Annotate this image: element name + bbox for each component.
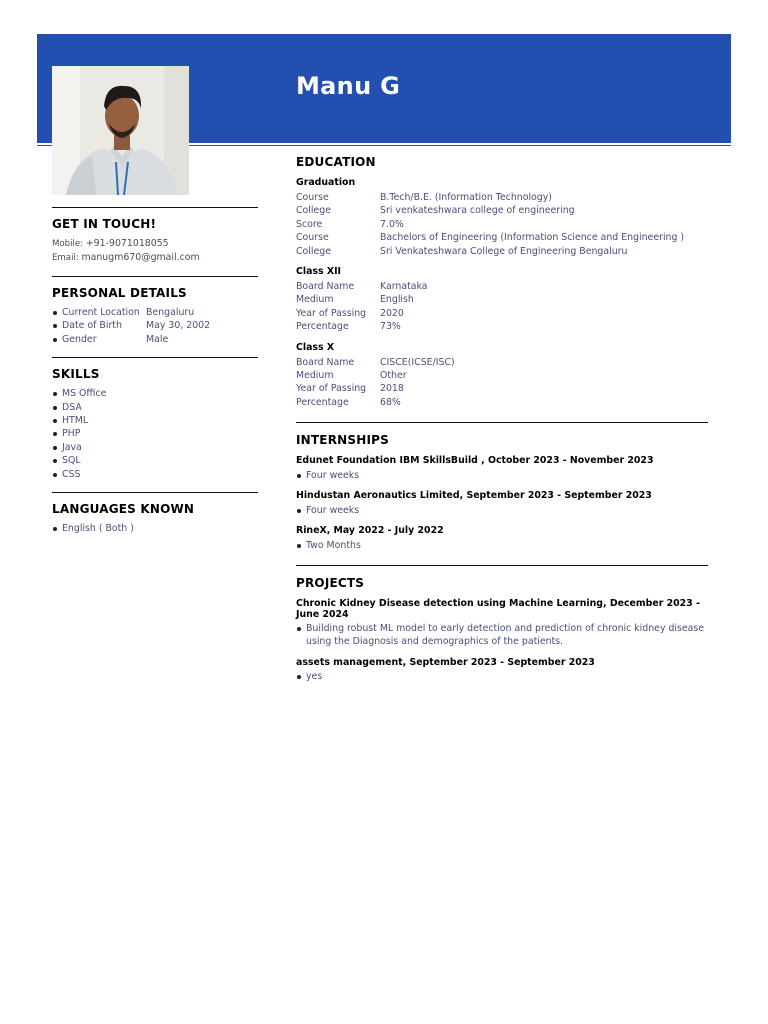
project-desc: Building robust ML model to early detection and prediction of chronic kidney disease using the Diagnosis and demographics of the patients. — [296, 622, 708, 649]
internship-title: Edunet Foundation IBM SkillsBuild , October 2023 - November 2023 — [296, 455, 654, 467]
education-value: 7.0% — [380, 218, 404, 230]
education-row — [296, 218, 708, 231]
education-row — [296, 231, 708, 244]
email-label: Email: — [52, 253, 79, 263]
internship-desc: Four weeks — [296, 469, 708, 482]
education-key: Medium — [296, 370, 334, 382]
education-group-heading: Class X — [296, 341, 335, 353]
languages-heading: LANGUAGES KNOWN — [52, 502, 195, 517]
education-row — [296, 382, 708, 395]
mobile-label: Mobile: — [52, 239, 84, 249]
internship-title: RineX, May 2022 - July 2022 — [296, 525, 444, 537]
education-class-x — [296, 342, 708, 410]
education-row — [296, 396, 708, 409]
education-key: Board Name — [296, 356, 355, 368]
email-value[interactable]: manugm670@gmail.com — [81, 252, 200, 263]
internship-title: Hindustan Aeronautics Limited, September 2023 - September 2023 — [296, 490, 652, 502]
education-row — [296, 245, 708, 258]
contact-section — [52, 207, 258, 265]
right-column — [296, 155, 708, 684]
detail-label: Current Location — [62, 307, 140, 318]
education-graduation — [296, 177, 708, 258]
education-key: Board Name — [296, 281, 355, 293]
internships-section — [296, 422, 708, 552]
personal-detail-item — [52, 306, 258, 319]
education-value: Bachelors of Engineering (Information Science and Engineering ) — [380, 232, 685, 244]
skills-heading: SKILLS — [52, 367, 100, 382]
profile-photo-illustration — [52, 66, 189, 195]
languages-list — [52, 522, 258, 535]
education-value: 2020 — [380, 307, 404, 319]
education-class-xii — [296, 266, 708, 334]
education-key: College — [296, 205, 331, 217]
left-column — [52, 207, 258, 546]
education-value: Other — [380, 370, 407, 382]
education-value: B.Tech/B.E. (Information Technology) — [380, 192, 552, 203]
personal-detail-item — [52, 319, 258, 332]
education-value: 73% — [380, 321, 401, 333]
education-value: Sri Venkateshwara College of Engineering Bengaluru — [380, 245, 628, 257]
detail-value: Bengaluru — [146, 307, 195, 318]
education-key: Medium — [296, 294, 334, 306]
internships-heading: INTERNSHIPS — [296, 433, 389, 448]
project-desc: yes — [296, 670, 708, 683]
skills-list — [52, 387, 258, 481]
skill-item: Java — [52, 441, 258, 454]
education-row — [296, 320, 708, 333]
personal-details-section — [52, 276, 258, 346]
education-row — [296, 191, 708, 204]
education-row — [296, 204, 708, 217]
education-value: CISCE(ICSE/ISC) — [380, 356, 455, 368]
education-value: 2018 — [380, 383, 404, 395]
skill-item: SQL — [52, 454, 258, 467]
education-heading: EDUCATION — [296, 155, 376, 169]
skills-section — [52, 357, 258, 481]
personal-details-heading: PERSONAL DETAILS — [52, 286, 187, 300]
contact-heading: GET IN TOUCH! — [52, 217, 157, 231]
education-row — [296, 280, 708, 293]
education-group-heading: Class XII — [296, 266, 342, 278]
education-row — [296, 369, 708, 382]
detail-value: May 30, 2002 — [146, 320, 211, 332]
detail-label: Gender — [62, 333, 97, 345]
personal-details-list — [52, 306, 258, 346]
projects-heading: PROJECTS — [296, 576, 365, 590]
internship-desc: Two Months — [296, 539, 708, 552]
education-key: Year of Passing — [296, 383, 367, 395]
project-title: assets management, September 2023 - September 2023 — [296, 656, 595, 668]
education-row — [296, 356, 708, 369]
internship-desc: Four weeks — [296, 504, 708, 517]
education-key: Course — [296, 192, 329, 203]
mobile-line — [52, 237, 258, 251]
education-value: English — [380, 294, 414, 306]
education-key: Percentage — [296, 396, 349, 408]
education-value: 68% — [380, 396, 401, 408]
profile-photo — [52, 66, 189, 195]
education-row — [296, 293, 708, 306]
candidate-name: Manu G — [296, 72, 401, 100]
projects-section — [296, 565, 708, 684]
email-line — [52, 251, 258, 265]
education-key: Score — [296, 218, 323, 230]
education-value: Karnataka — [380, 281, 428, 293]
education-group-heading: Graduation — [296, 177, 356, 188]
language-item: English ( Both ) — [52, 522, 258, 535]
education-key: College — [296, 245, 331, 257]
skill-item: PHP — [52, 427, 258, 440]
education-row — [296, 307, 708, 320]
detail-value: Male — [146, 333, 169, 345]
mobile-value: +91-9071018055 — [85, 238, 169, 249]
skill-item: DSA — [52, 401, 258, 414]
education-value: Sri venkateshwara college of engineering — [380, 205, 575, 217]
education-key: Percentage — [296, 321, 349, 333]
education-key: Year of Passing — [296, 307, 367, 319]
personal-detail-item — [52, 333, 258, 346]
detail-label: Date of Birth — [62, 320, 122, 332]
education-key: Course — [296, 232, 329, 244]
skill-item: MS Office — [52, 387, 258, 400]
skill-item: CSS — [52, 468, 258, 481]
project-title: Chronic Kidney Disease detection using Machine Learning, December 2023 - June 2024 — [296, 598, 700, 620]
skill-item: HTML — [52, 414, 258, 427]
languages-section — [52, 492, 258, 535]
